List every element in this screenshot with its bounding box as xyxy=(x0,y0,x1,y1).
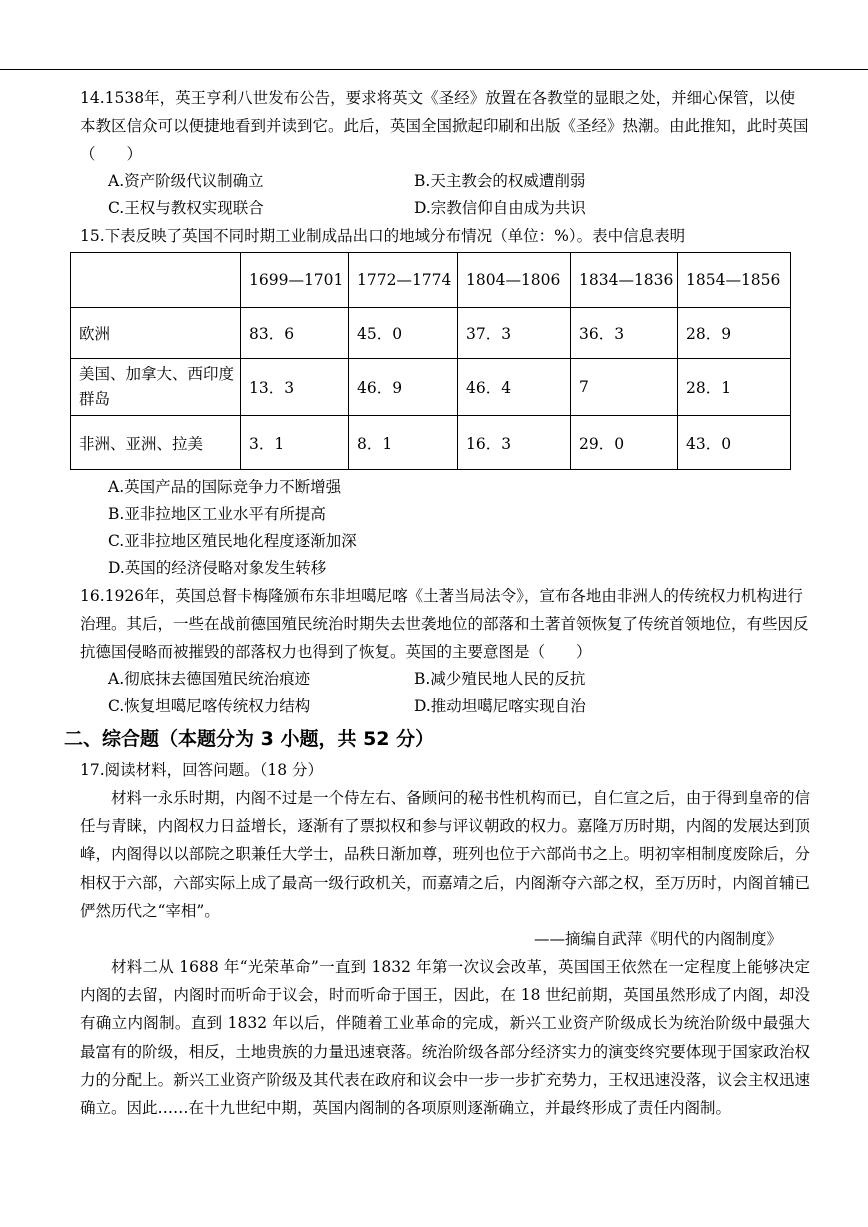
q15-option-c: C.亚非拉地区殖民地化程度逐渐加深 xyxy=(108,532,357,550)
question-16-options-row-2 xyxy=(0,693,868,720)
q16-option-c: C.恢复坦噶尼喀传统权力结构 xyxy=(108,697,311,715)
table-cell: 7 xyxy=(571,359,678,416)
table-cell: 46．9 xyxy=(349,359,458,416)
table-cell: 13．3 xyxy=(241,359,349,416)
question-14-options-row-2 xyxy=(0,195,868,222)
table-cell: 16．3 xyxy=(458,416,571,470)
q15-option-a: A.英国产品的国际竞争力不断增强 xyxy=(108,478,342,496)
q14-option-b: B.天主教会的权威遭削弱 xyxy=(414,172,586,190)
table-header-cell: 1834—1836 xyxy=(571,253,678,308)
table-cell: 29．0 xyxy=(571,416,678,470)
table-cell: 36．3 xyxy=(571,308,678,359)
question-15-stem: 15.下表反映了英国不同时期工业制成品出口的地域分布情况（单位：%）。表中信息表明 xyxy=(80,227,686,245)
q17-material-1: 材料一永乐时期，内阁不过是一个侍左右、备顾问的秘书性机构而已，自仁宣之后，由于得到皇帝的信任与青睐，内阁权力日益增长，逐渐有了票拟权和参与评议朝政的权力。嘉隆万历时期，内阁的发展达到顶峰，内阁得以以部院之职兼任大学士，品秩日渐加尊，班列也位于六部尚书之上。明初宰相制度废除后，分相权于六部，六部实际上成了最高一级行政机关，而嘉靖之后，内阁渐夺六部之权，至万历时，内阁首辅已俨然历代之“宰相”。 xyxy=(80,789,810,920)
q14-option-d: D.宗教信仰自由成为共识 xyxy=(414,199,586,217)
document-body xyxy=(0,84,868,1122)
q17-material-2: 材料二从 1688 年“光荣革命”一直到 1832 年第一次议会改革，英国国王依然在一定程度上能够决定内阁的去留，内阁时而听命于议会，时而听命于国王，因此，在 18 世纪前期，英国虽然形成了内阁，却没有确立内阁制。直到 1832 年以后，伴随着工业革命的完成，新兴工业资产阶级成长为统治阶级中最强大最富有的阶级，相反，土地贵族的力量迅速衰落。统治阶级各部分经济实力的演变终究要体现于国家政治权力的分配上。新兴工业资产阶级及其代表在政府和议会中一步一步扩充势力，王权迅速没落，议会主权迅速确立。因此……在十九世纪中期，英国内阁制的各项原则逐渐确立，并最终形成了责任内阁制。 xyxy=(80,958,810,1118)
table-row xyxy=(71,359,791,416)
table-header-cell xyxy=(71,253,241,308)
export-distribution-table xyxy=(70,252,791,470)
table-header-cell: 1804—1806 xyxy=(458,253,571,308)
question-16-stem: 16.1926年，英国总督卡梅隆颁布东非坦噶尼喀《土著当局法令》，宣布各地由非洲人的传统权力机构进行治理。其后，一些在战前德国殖民统治时期失去世袭地位的部落和土著首领恢复了传统首领地位，有些因反抗德国侵略而被摧毁的部落权力也得到了恢复。英国的主要意图是（ ） xyxy=(80,587,809,661)
table-cell: 欧洲 xyxy=(71,308,241,359)
section-2-title: 二、综合题（本题分为 3 小题，共 52 分） xyxy=(64,728,435,750)
q16-option-a: A.彻底抹去德国殖民统治痕迹 xyxy=(108,670,311,688)
table-row xyxy=(71,416,791,470)
table-cell: 美国、加拿大、西印度群岛 xyxy=(71,359,241,416)
q16-option-b: B.减少殖民地人民的反抗 xyxy=(414,670,586,688)
question-17-stem: 17.阅读材料，回答问题。（18 分） xyxy=(80,761,324,779)
header-rule xyxy=(0,69,868,70)
table-cell: 83．6 xyxy=(241,308,349,359)
q16-option-d: D.推动坦噶尼喀实现自治 xyxy=(414,697,586,715)
q15-option-b: B.亚非拉地区工业水平有所提高 xyxy=(108,505,326,523)
table-header-cell: 1854—1856 xyxy=(678,253,791,308)
q17-material-1-source: ——摘编自武萍《明代的内阁制度》 xyxy=(533,930,782,949)
table-cell: 28．1 xyxy=(678,359,791,416)
table-cell: 28．9 xyxy=(678,308,791,359)
table-cell: 8．1 xyxy=(349,416,458,470)
table-header-row xyxy=(71,253,791,308)
q15-option-d: D.英国的经济侵略对象发生转移 xyxy=(108,559,327,577)
table-cell: 46．4 xyxy=(458,359,571,416)
table-cell: 非洲、亚洲、拉美 xyxy=(71,416,241,470)
table-cell: 37．3 xyxy=(458,308,571,359)
table-row xyxy=(71,308,791,359)
q14-option-a: A.资产阶级代议制确立 xyxy=(108,172,264,190)
q14-option-c: C.王权与教权实现联合 xyxy=(108,199,264,217)
table-cell: 43．0 xyxy=(678,416,791,470)
table-cell: 3．1 xyxy=(241,416,349,470)
question-16-options-row-1 xyxy=(0,666,868,693)
question-14-options-row-1 xyxy=(0,168,868,195)
question-14-stem: 14.1538年，英王亨利八世发布公告，要求将英文《圣经》放置在各教堂的显眼之处，并细心保管，以使本教区信众可以便捷地看到并读到它。此后，英国全国掀起印刷和出版《圣经》热潮。由此推知，此时英国（ ） xyxy=(80,89,809,163)
table-cell: 45．0 xyxy=(349,308,458,359)
table-header-cell: 1699—1701 xyxy=(241,253,349,308)
table-header-cell: 1772—1774 xyxy=(349,253,458,308)
